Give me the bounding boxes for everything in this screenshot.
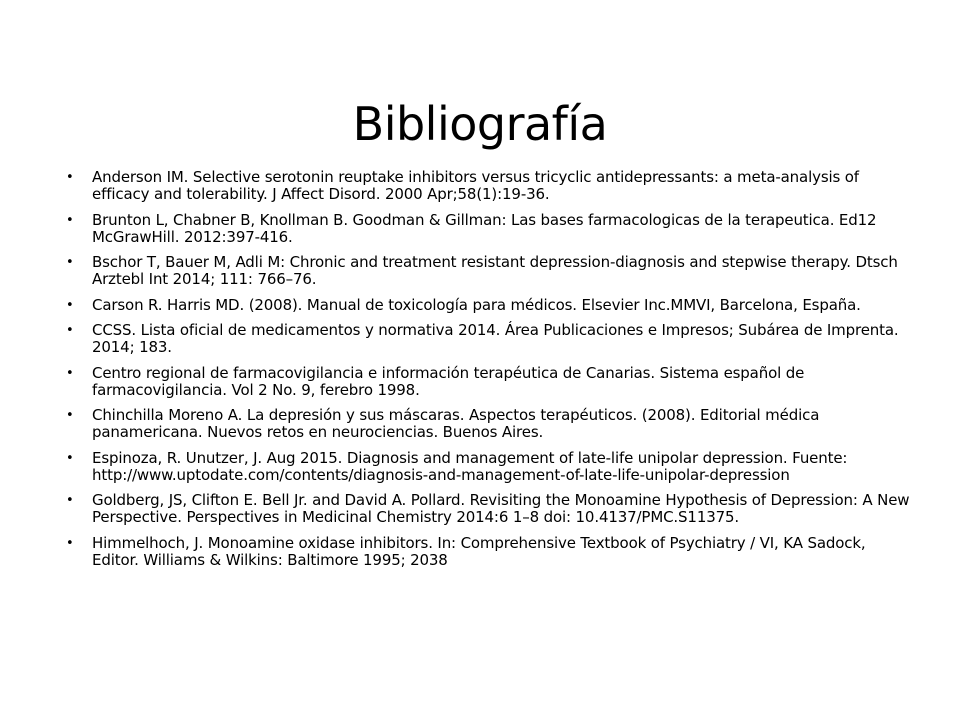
reference-text: Espinoza, R. Unutzer, J. Aug 2015. Diagnosis and management of late-life unipolar depression. Fuente: http://www.uptodate.com/contents/diagnosis-and-management-of-late-life-unipolar-depression <box>92 448 848 484</box>
reference-text: Centro regional de farmacovigilancia e información terapéutica de Canarias. Sistema español de farmacovigilancia. Vol 2 No. 9, ferebro 1998. <box>92 363 805 399</box>
reference-text: Himmelhoch, J. Monoamine oxidase inhibitors. In: Comprehensive Textbook of Psychiatry / VI, KA Sadock, Editor. Williams & Wilkins: Baltimore 1995; 2038 <box>92 533 866 569</box>
reference-text: Carson R. Harris MD. (2008). Manual de toxicología para médicos. Elsevier Inc.MMVI, Barcelona, España. <box>92 295 861 314</box>
reference-text: Brunton L, Chabner B, Knollman B. Goodman & Gillman: Las bases farmacologicas de la terapeutica. Ed12 McGrawHill. 2012:397-416. <box>92 210 877 246</box>
reference-item <box>66 322 916 356</box>
reference-item <box>66 535 916 569</box>
bullet-icon: • <box>66 365 74 381</box>
reference-item <box>66 169 916 203</box>
reference-text: Goldberg, JS, Clifton E. Bell Jr. and David A. Pollard. Revisiting the Monoamine Hypothesis of Depression: A New Perspective. Perspectives in Medicinal Chemistry 2014:6 1–8 doi: 10.4137/PMC.S11375. <box>92 491 910 526</box>
reference-list <box>66 169 916 577</box>
reference-item <box>66 365 916 399</box>
bullet-icon: • <box>66 450 74 466</box>
reference-item <box>66 297 916 314</box>
bullet-icon: • <box>66 408 74 423</box>
reference-item <box>66 450 916 484</box>
reference-text: Anderson IM. Selective serotonin reuptake inhibitors versus tricyclic antidepressants: a meta-analysis of efficacy and tolerability. J Affect Disord. 2000 Apr;58(1):19-36. <box>92 168 859 203</box>
reference-item <box>66 407 916 441</box>
bullet-icon: • <box>66 255 74 270</box>
bullet-icon: • <box>66 170 74 185</box>
reference-item <box>66 254 916 288</box>
bullet-icon: • <box>66 535 74 551</box>
bullet-icon: • <box>66 493 74 508</box>
bullet-icon: • <box>66 323 74 338</box>
reference-text: Bschor T, Bauer M, Adli M: Chronic and treatment resistant depression-diagnosis and stepwise therapy. Dtsch Arztebl Int 2014; 111: 766–76. <box>92 253 898 288</box>
bullet-icon: • <box>66 297 74 313</box>
reference-text: Chinchilla Moreno A. La depresión y sus máscaras. Aspectos terapéuticos. (2008). Editorial médica panamericana. Nuevos retos en neurociencias. Buenos Aires. <box>92 406 820 441</box>
reference-text: CCSS. Lista oficial de medicamentos y normativa 2014. Área Publicaciones e Impresos; Subárea de Imprenta. 2014; 183. <box>92 321 899 356</box>
reference-item <box>66 212 916 246</box>
reference-item <box>66 492 916 526</box>
bullet-icon: • <box>66 212 74 228</box>
slide-title: Bibliografía <box>352 96 608 151</box>
